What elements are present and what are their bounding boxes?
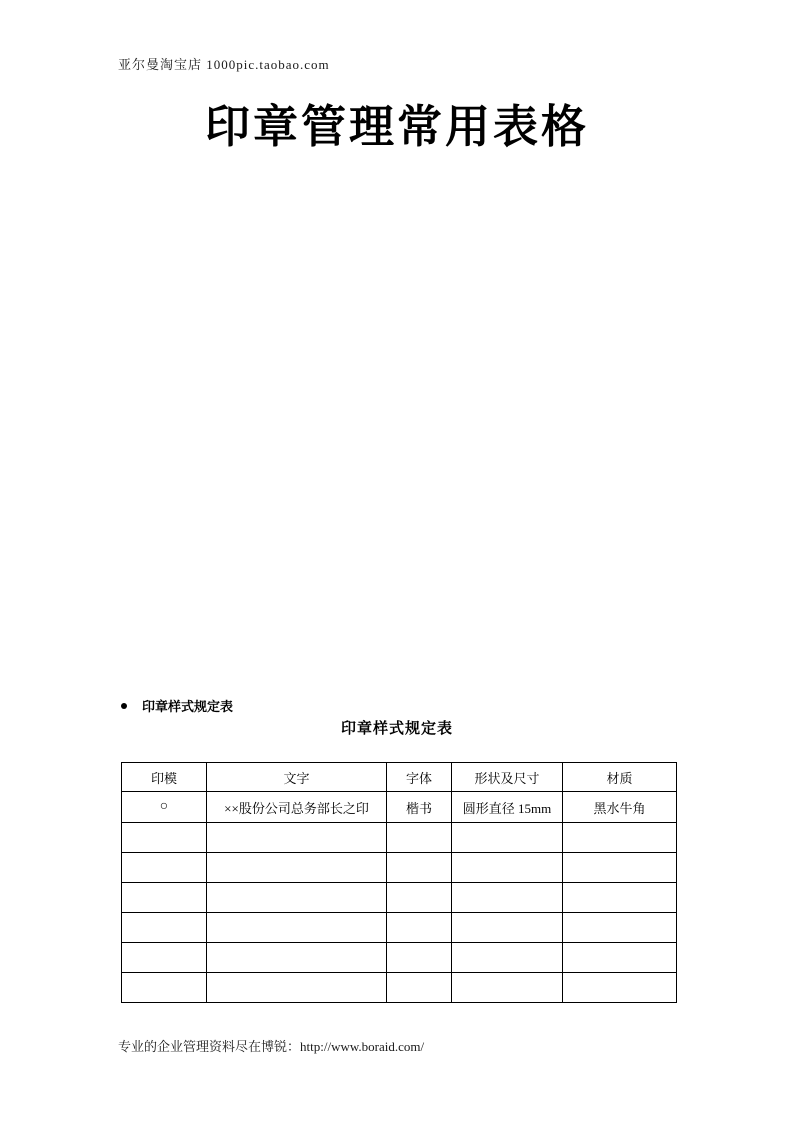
table-cell — [452, 853, 563, 883]
column-header-material: 材质 — [563, 763, 677, 792]
column-header-seal-impression: 印模 — [122, 763, 207, 792]
table-cell — [563, 913, 677, 943]
table-cell — [563, 973, 677, 1003]
table-row — [122, 823, 677, 853]
table-cell — [207, 943, 387, 973]
table-cell — [387, 853, 452, 883]
page-title: 印章管理常用表格 — [204, 100, 589, 153]
table-cell — [122, 823, 207, 853]
table-row — [122, 792, 677, 823]
table-cell-text: ××股份公司总务部长之印 — [207, 792, 387, 823]
footer-url[interactable]: http://www.boraid.com/ — [300, 1039, 425, 1054]
column-header-shape-size: 形状及尺寸 — [452, 763, 563, 792]
table-cell — [122, 913, 207, 943]
footer-text: 专业的企业管理资料尽在博锐： — [118, 1039, 301, 1054]
table-cell-font: 楷书 — [387, 792, 452, 823]
table-cell-seal-impression: ○ — [122, 792, 207, 823]
table-cell — [387, 883, 452, 913]
bullet-item-label: 印章样式规定表 — [142, 700, 234, 715]
table-cell — [122, 883, 207, 913]
table-cell — [207, 853, 387, 883]
table-row — [122, 853, 677, 883]
table-cell — [207, 883, 387, 913]
table-cell — [122, 943, 207, 973]
table-cell — [207, 823, 387, 853]
seal-style-table — [121, 762, 677, 1003]
table-cell — [563, 823, 677, 853]
footer — [118, 1036, 424, 1055]
table-row — [122, 913, 677, 943]
table-row — [122, 973, 677, 1003]
table-row — [122, 943, 677, 973]
column-header-text: 文字 — [207, 763, 387, 792]
table-cell — [387, 943, 452, 973]
table-cell — [452, 943, 563, 973]
table-cell — [563, 883, 677, 913]
table-cell — [387, 913, 452, 943]
table-cell — [452, 913, 563, 943]
table-cell — [207, 913, 387, 943]
table-title: 印章样式规定表 — [340, 719, 453, 737]
table-cell — [207, 973, 387, 1003]
table-cell — [563, 853, 677, 883]
table-cell — [122, 973, 207, 1003]
table-cell — [452, 823, 563, 853]
table-cell-material: 黑水牛角 — [563, 792, 677, 823]
table-row — [122, 883, 677, 913]
table-cell — [452, 883, 563, 913]
header-watermark: 亚尔曼淘宝店 1000pic.taobao.com — [118, 57, 330, 72]
table-cell — [387, 823, 452, 853]
table-header-row — [122, 763, 677, 792]
table-cell — [452, 973, 563, 1003]
table-cell — [122, 853, 207, 883]
table-cell — [387, 973, 452, 1003]
bullet-icon — [121, 703, 127, 709]
table-cell-shape-size: 圆形直径 15mm — [452, 792, 563, 823]
bullet-item — [121, 696, 233, 715]
column-header-font: 字体 — [387, 763, 452, 792]
table-cell — [563, 943, 677, 973]
